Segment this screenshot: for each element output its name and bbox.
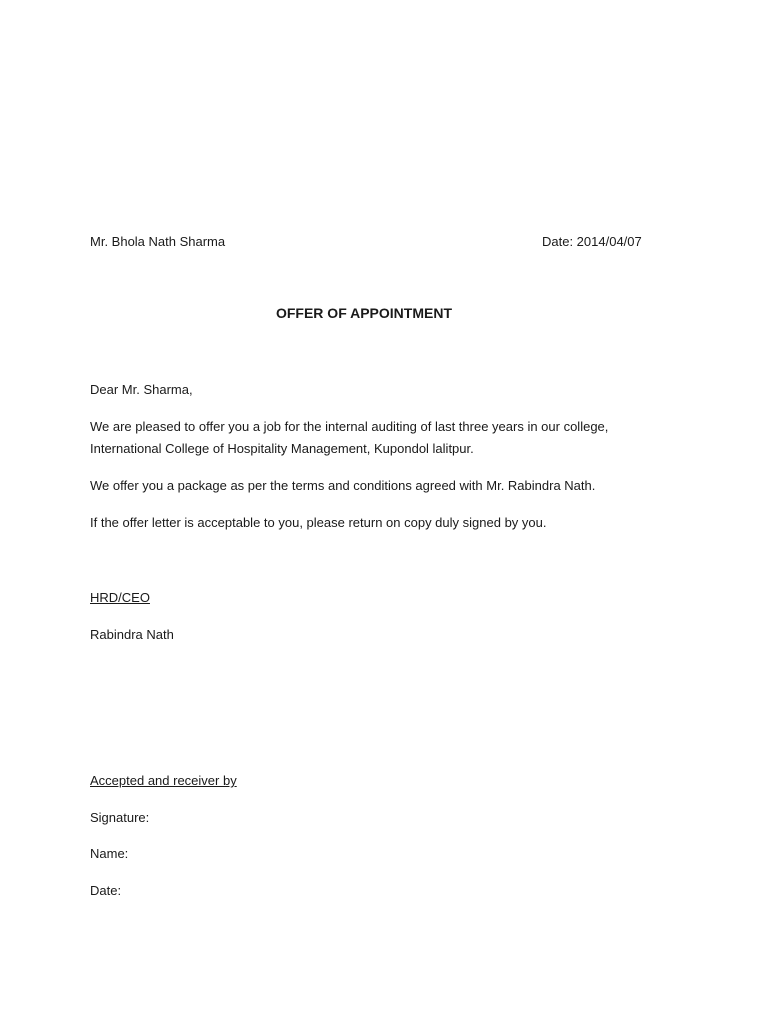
signer-name: Rabindra Nath — [90, 627, 174, 642]
paragraph-1-line-2: International College of Hospitality Management, Kupondol lalitpur. — [90, 441, 474, 456]
signature-field-label: Signature: — [90, 810, 150, 825]
paragraph-2: We offer you a package as per the terms and conditions agreed with Mr. Rabindra Nath. — [90, 478, 596, 493]
name-field-label: Name: — [90, 846, 129, 861]
paragraph-1-line-1: We are pleased to offer you a job for the internal auditing of last three years in our college, — [90, 419, 609, 434]
letter-date: Date: 2014/04/07 — [542, 234, 642, 249]
paragraph-3: If the offer letter is acceptable to you, please return on copy duly signed by you. — [90, 515, 547, 530]
acceptance-heading: Accepted and receiver by — [90, 773, 237, 788]
recipient-name: Mr. Bhola Nath Sharma — [90, 234, 226, 249]
salutation: Dear Mr. Sharma, — [90, 382, 193, 397]
letter-title: OFFER OF APPOINTMENT — [275, 305, 453, 321]
signer-role: HRD/CEO — [90, 590, 150, 605]
date-field-label: Date: — [90, 883, 122, 898]
